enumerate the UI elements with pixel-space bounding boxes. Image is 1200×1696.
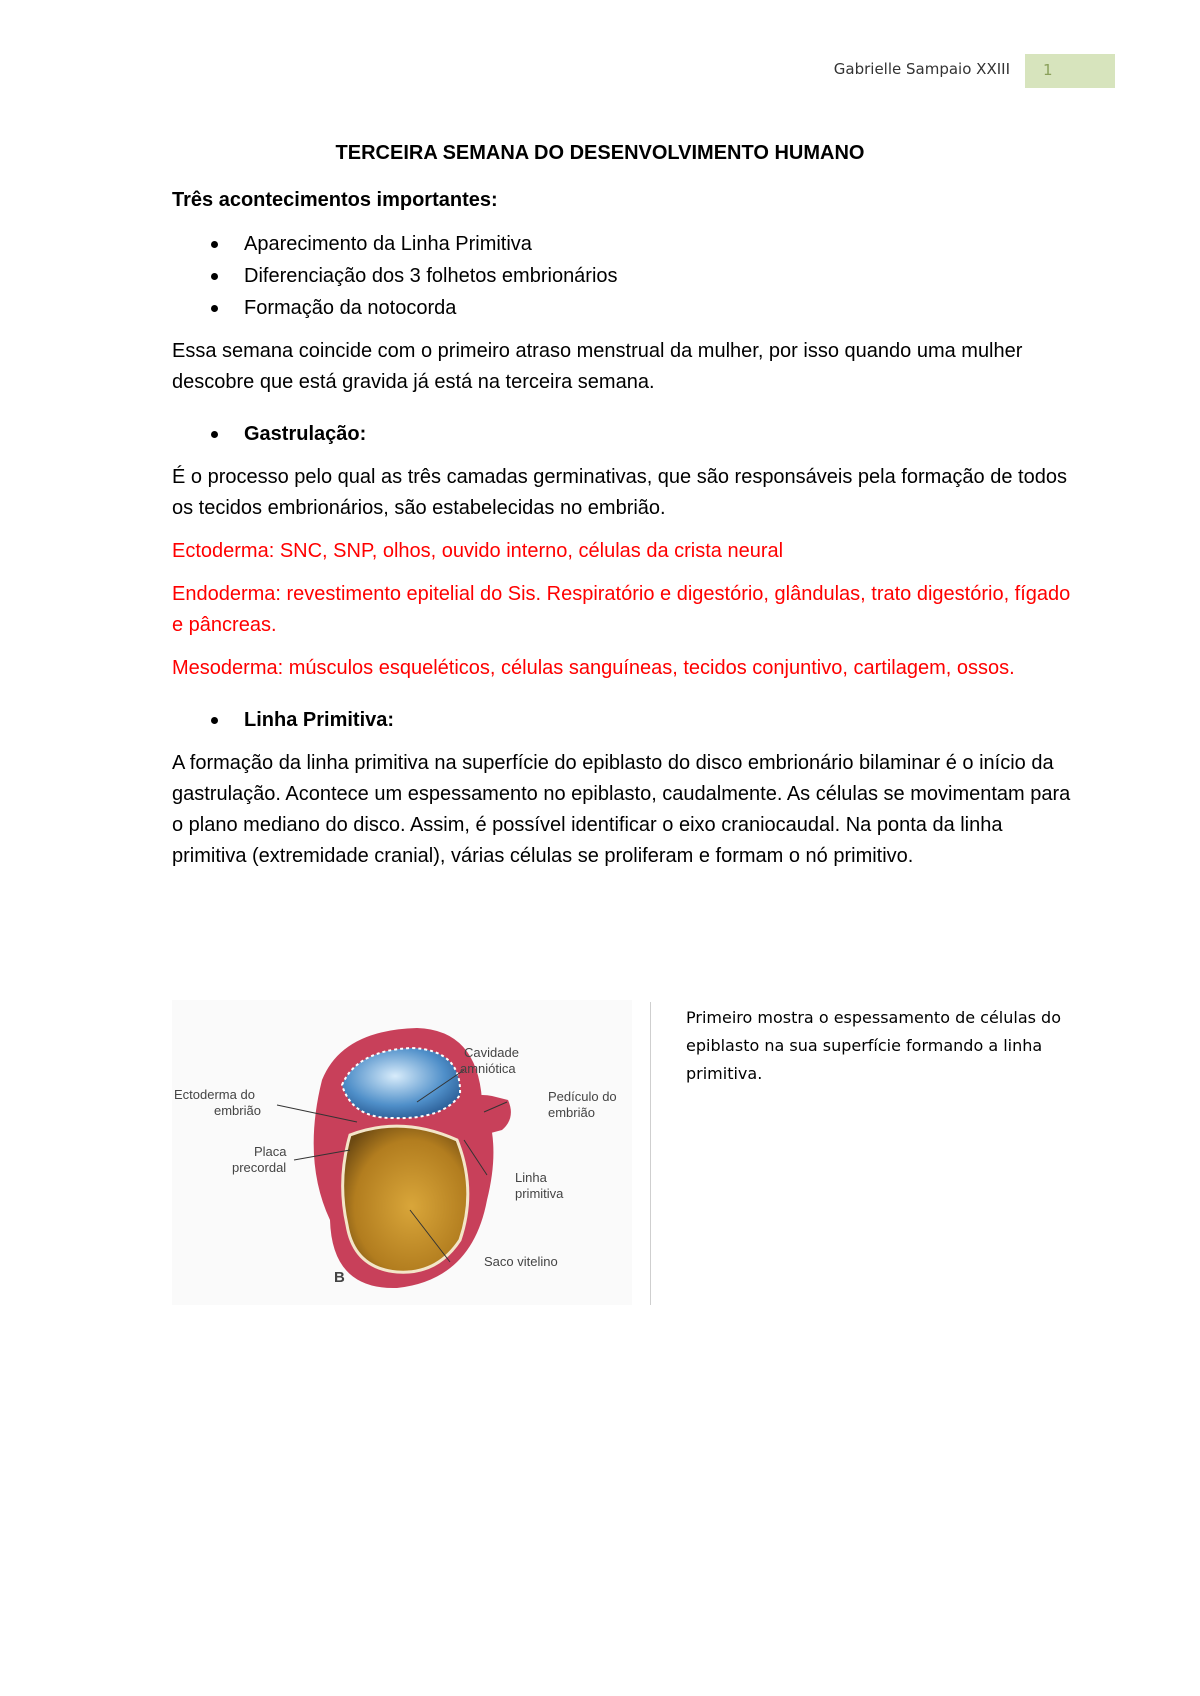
primitive-streak-heading: Linha Primitiva: [244,704,1072,736]
label-primitive-streak: Linha [515,1170,547,1185]
label-yolk-sac: Saco vitelino [484,1254,558,1269]
gastrulation-paragraph: É o processo pelo qual as três camadas germinativas, que são responsáveis pela formação de todos os tecidos embrionários, são estabelecidas no embrião. [172,466,1067,519]
yolk-sac [343,1126,468,1272]
label-primitive-streak: primitiva [515,1186,564,1201]
list-item: Formação da notocorda [244,292,1072,324]
figure-caption: Primeiro mostra o espessamento de células do epiblasto na sua superfície formando a linha primitiva. [686,1008,1061,1083]
intro-heading: Três acontecimentos importantes: [172,189,498,211]
page-title: TERCEIRA SEMANA DO DESENVOLVIMENTO HUMANO [335,142,865,164]
label-connecting-stalk: Pedículo do [548,1089,617,1104]
figure-divider [650,1002,651,1305]
ectoderm-line: Ectoderma: SNC, SNP, olhos, ouvido interno, células da crista neural [172,540,784,562]
document-body [172,142,1072,872]
list-item: Diferenciação dos 3 folhetos embrionários [244,260,1072,292]
page-number: 1 [1043,61,1053,79]
mesoderm-line: Mesoderma: músculos esqueléticos, células sanguíneas, tecidos conjuntivo, cartilagem, ossos. [172,657,1015,679]
label-prechordal-plate: Placa [254,1144,287,1159]
panel-label: B [334,1269,345,1286]
embryo-diagram [172,1000,632,1305]
label-amniotic-cavity: amniótica [460,1061,516,1076]
intro-paragraph: Essa semana coincide com o primeiro atraso menstrual da mulher, por isso quando uma mulher descobre que está gravida já está na terceira semana. [172,340,1023,393]
embryo-figure [172,1000,632,1305]
gastrulation-heading-list [172,418,1072,450]
list-item: Aparecimento da Linha Primitiva [244,228,1072,260]
label-prechordal-plate: precordal [232,1160,287,1175]
endoderm-line: Endoderma: revestimento epitelial do Sis. Respiratório e digestório, glândulas, trato digestório, fígado e pâncreas. [172,583,1071,636]
primitive-streak-paragraph: A formação da linha primitiva na superfície do epiblasto do disco embrionário bilaminar é o início da gastrulação. Acontece um espessamento no epiblasto, caudalmente. As células se movimentam para o plano mediano do disco. Assim, é possível identificar o eixo craniocaudal. Na ponta da linha primitiva (extremidade cranial), várias células se proliferam e formam o nó primitivo. [172,752,1071,867]
page-number-box [1025,54,1115,88]
primitive-streak-heading-list [172,704,1072,736]
key-events-list [172,228,1072,324]
gastrulation-heading: Gastrulação: [244,418,1072,450]
label-connecting-stalk: embrião [548,1105,595,1120]
label-ectoderm: Ectoderma do [174,1087,255,1102]
label-amniotic-cavity: Cavidade [464,1045,519,1060]
header-author: Gabrielle Sampaio XXIII [833,60,1010,78]
label-ectoderm: embrião [214,1103,261,1118]
